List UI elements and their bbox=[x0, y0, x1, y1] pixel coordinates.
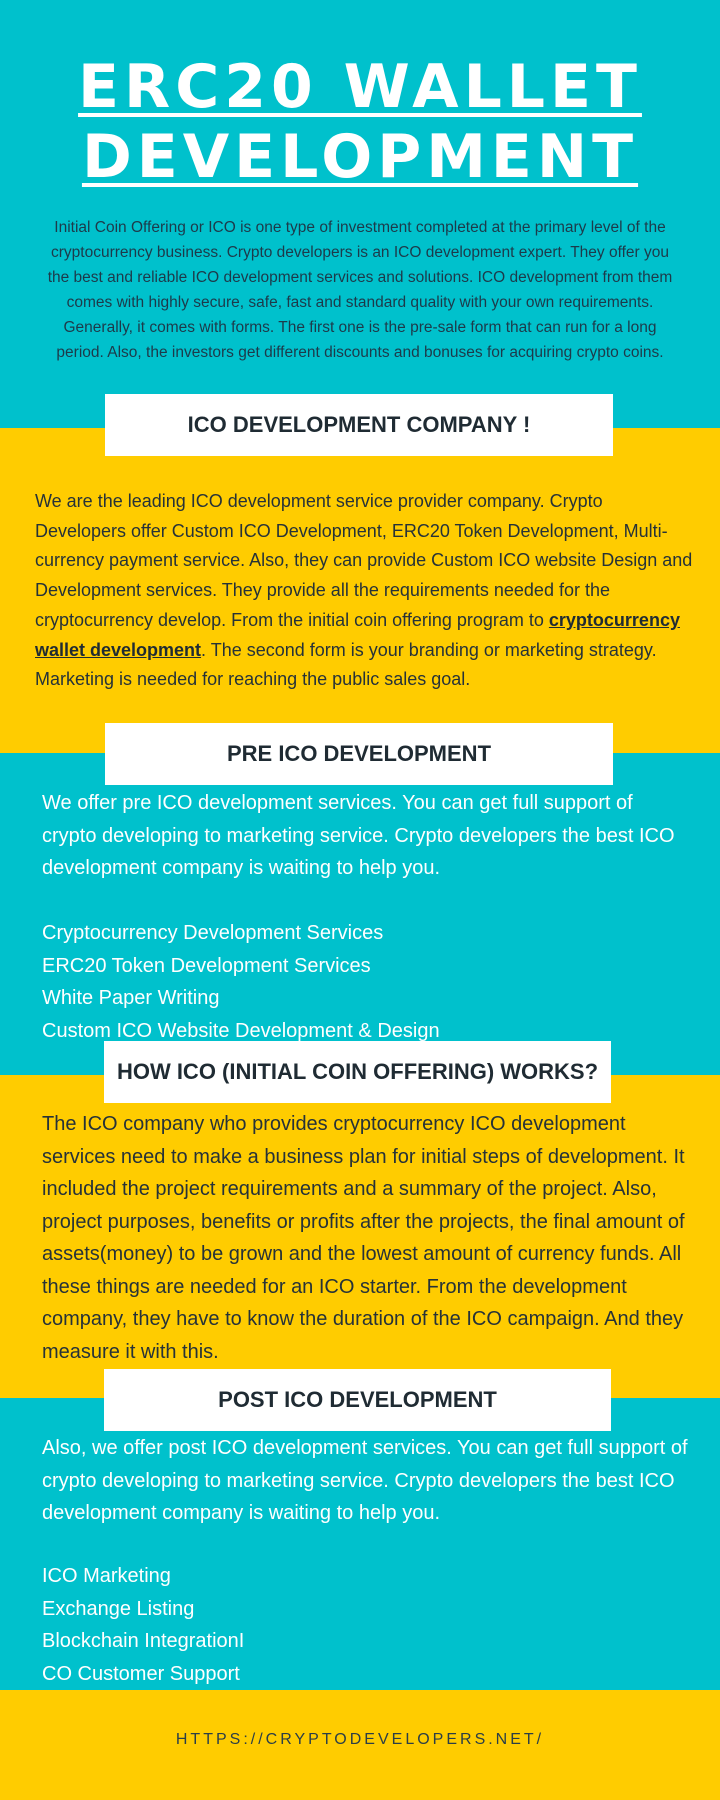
title-line-1: ERC20 WALLET bbox=[78, 52, 642, 122]
footer-url-link[interactable]: HTTPS://CRYPTODEVELOPERS.NET/ bbox=[175, 1731, 545, 1748]
list-item: White Paper Writing bbox=[42, 987, 220, 1009]
section2-text: We offer pre ICO development services. You can get full support of crypto developing to marketing service. Crypto developers the best ICO development company is waiting to help you. bbox=[42, 792, 675, 879]
title-line-2: DEVELOPMENT bbox=[81, 122, 639, 192]
section4-heading: POST ICO DEVELOPMENT bbox=[104, 1369, 611, 1431]
intro-paragraph: Initial Coin Offering or ICO is one type of investment completed at the primary level of the cryptocurrency business. Crypto developers is an ICO development expert. They offer you the best and reliable ICO development services and solutions. ICO development from them comes with highly secure, safe, fast and standard quality with your own requirements. Generally, it comes with forms. The first one is the pre-sale form that can run for a long period. Also, the investors get different discounts and bonuses for acquiring crypto coins. bbox=[47, 219, 673, 361]
list-item: ICO Marketing bbox=[42, 1565, 171, 1587]
section2-list bbox=[42, 917, 682, 1047]
section3-heading: HOW ICO (INITIAL COIN OFFERING) WORKS? bbox=[104, 1041, 611, 1103]
list-item: Blockchain IntegrationI bbox=[42, 1630, 245, 1652]
section4-text: Also, we offer post ICO development services. You can get full support of crypto developing to marketing service. Crypto developers the best ICO development company is waiting to help you. bbox=[42, 1437, 688, 1524]
page-title bbox=[0, 52, 720, 192]
wallet-development-link[interactable]: cryptocurrency wallet development bbox=[35, 609, 680, 660]
list-item: Custom ICO Website Development & Design bbox=[42, 1019, 440, 1042]
section1-text bbox=[35, 487, 695, 695]
section4-list bbox=[42, 1560, 682, 1690]
section1-text-after-link: . The second form is your branding or marketing strategy. Marketing is needed for reaching the public sales goal. bbox=[35, 639, 657, 690]
list-item: CO Customer Support bbox=[42, 1662, 240, 1685]
list-item: Cryptocurrency Development Services bbox=[42, 922, 384, 944]
section1-text-before-link: We are the leading ICO development service provider company. Crypto Developers offer Custom ICO Development, ERC20 Token Development, Multi-currency payment service. Also, they can provide Custom ICO website Design and Development services. They provide all the requirements needed for the cryptocurrency develop. From the initial coin offering program to bbox=[35, 491, 693, 630]
list-item: ERC20 Token Development Services bbox=[42, 954, 371, 977]
section1-heading: ICO DEVELOPMENT COMPANY ! bbox=[105, 394, 613, 456]
section2-heading: PRE ICO DEVELOPMENT bbox=[105, 723, 613, 785]
list-item: Exchange Listing bbox=[42, 1597, 195, 1620]
section3-text: The ICO company who provides cryptocurrency ICO development services need to make a business plan for initial steps of development. It included the project requirements and a summary of the project. Also, project purposes, benefits or profits after the projects, the final amount of assets(money) to be grown and the lowest amount of currency funds. All these things are needed for an ICO starter. From the development company, they have to know the duration of the ICO campaign. And they measure it with this. bbox=[42, 1113, 685, 1363]
